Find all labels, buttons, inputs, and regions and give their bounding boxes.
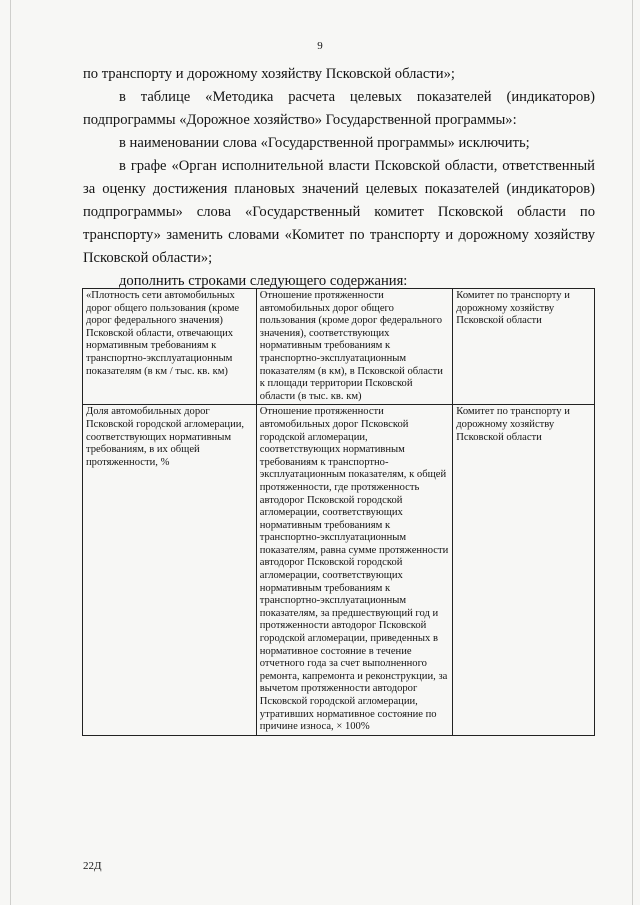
paragraph-add-rows: дополнить строками следующего содержания:: [119, 273, 408, 289]
paragraph-title-change: в наименовании слова «Государственной программы» исключить;: [119, 135, 530, 151]
table-row: [83, 405, 595, 735]
paragraph-column-change: в графе «Орган исполнительной власти Псковской области, ответственный за оценку достижения плановых значений целевых показателей (индикаторов) подпрограммы» слова «Государственный комитет Псковской области по транспорту» заменить словами «Комитет по транспорту и дорожному хозяйству Псковской области»;: [83, 158, 595, 266]
paragraph-continuation: по транспорту и дорожному хозяйству Псковской области»;: [83, 66, 455, 82]
method-cell: Отношение протяженности автомобильных дорог общего пользования (кроме дорог федерального значения), соответствующих нормативным требованиям к транспортно-эксплуатационным показателям (в км), в Псковской области к площади территории Псковской области (в тыс. кв. км): [256, 289, 453, 405]
authority-cell: Комитет по транспорту и дорожному хозяйству Псковской области: [453, 405, 595, 735]
indicator-table: [82, 288, 595, 736]
authority-cell: Комитет по транспорту и дорожному хозяйству Псковской области: [453, 289, 595, 405]
method-cell: Отношение протяженности автомобильных дорог Псковской городской агломерации, соответствующих нормативным требованиям к транспортно-эксплуатационным показателям, к общей протяженности, где протяженность автодорог Псковской городской агломерации, соответствующих нормативным требованиям к транспортно-эксплуатационным показателям, равна сумме протяженности автодорог Псковской городской агломерации, соответствующих нормативным требованиям к транспортно-эксплуатационным показателям, за предшествующий год и протяженности автодорог Псковской городской агломерации, приведенных в нормативное состояние в течение отчетного года за счет выполненного ремонта, капремонта и реконструкции, за вычетом протяженности автодорог Псковской городской агломерации, утративших нормативное состояние по причине износа, × 100%: [256, 405, 453, 735]
indicator-cell: Доля автомобильных дорог Псковской городской агломерации, соответствующих нормативным требованиям, в их общей протяженности, %: [83, 405, 257, 735]
left-page-edge: [10, 0, 11, 905]
body-text: [83, 63, 595, 293]
right-page-edge: [632, 0, 633, 905]
page-number: 9: [317, 40, 323, 52]
paragraph-table-reference: в таблице «Методика расчета целевых показателей (индикаторов) подпрограммы «Дорожное хозяйство» Государственной программы»:: [83, 89, 595, 128]
footer-code: 22Д: [83, 860, 102, 872]
indicator-cell: «Плотность сети автомобильных дорог общего пользования (кроме дорог федерального значения) Псковской области, отвечающих нормативным требованиям к транспортно-эксплуатационным показателям (в км / тыс. кв. км): [83, 289, 257, 405]
table-row: [83, 289, 595, 405]
